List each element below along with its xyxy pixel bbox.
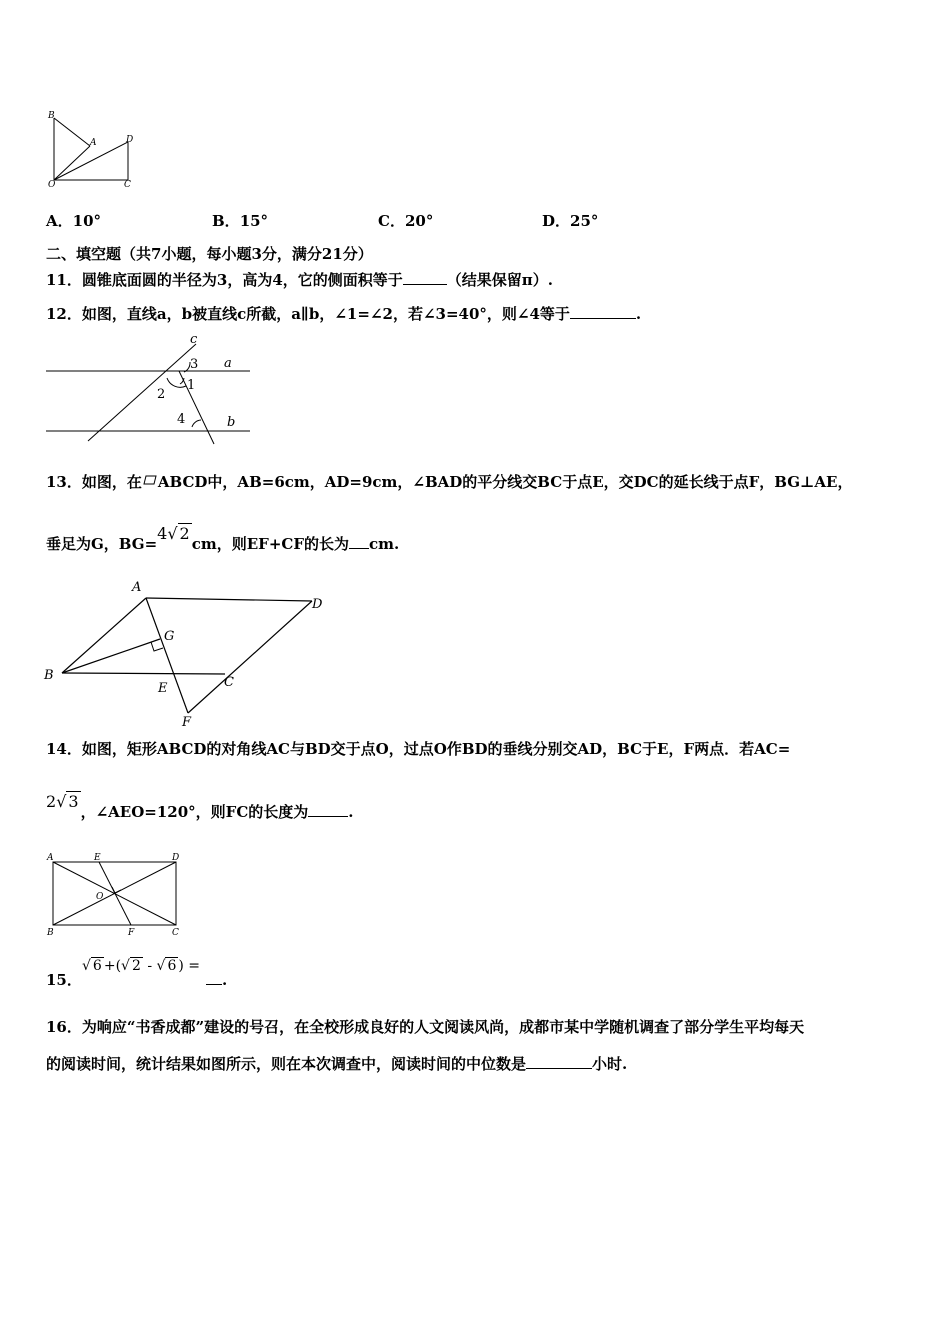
fig12-label-c: c: [190, 332, 198, 347]
fig12-label-4: 4: [177, 412, 186, 427]
fig13-label-a: A: [132, 580, 142, 595]
question-15-answer: .: [206, 970, 227, 990]
fig13-label-b: B: [44, 668, 54, 683]
fig10-label-b: B: [48, 111, 55, 121]
question-14: 14．如图，矩形ABCD的对角线AC与BD交于点O，过点O作BD的垂线分别交AD，BC于E，F两点．若AC=: [46, 740, 791, 758]
fig13-label-g: G: [164, 629, 175, 644]
q10-option-d: D．25°: [542, 212, 599, 230]
question-13: 13．如图，在 ABCD中，AB=6cm，AD=9cm，∠BAD的平分线交BC于点E，交DC的延长线于点F，BG⊥AE，: [46, 473, 853, 491]
answer-blank[interactable]: [526, 1054, 592, 1069]
fig12-label-1: 1: [187, 378, 196, 393]
fig10-label-c: C: [124, 180, 131, 190]
fig14-label-f: F: [128, 928, 135, 938]
fig13-label-d: D: [312, 597, 323, 612]
question-11: 11．圆锥底面圆的半径为3，高为4，它的侧面积等于 （结果保留π）.: [46, 271, 553, 289]
fig10-label-o: O: [48, 180, 56, 190]
fig12-label-2: 2: [157, 387, 166, 402]
q12-figure: [44, 332, 254, 444]
answer-blank[interactable]: [349, 534, 369, 549]
fig14-label-o: O: [96, 892, 104, 902]
q13-figure: [40, 576, 340, 730]
answer-blank[interactable]: [570, 304, 636, 319]
fig14-label-d: D: [172, 853, 180, 863]
q10-figure: [40, 108, 140, 190]
fig13-label-c: C: [224, 675, 234, 690]
fig12-label-3: 3: [190, 357, 199, 372]
question-12: 12．如图，直线a，b被直线c所截，a∥b，∠1=∠2，若∠3=40°，则∠4等于 .: [46, 305, 642, 323]
q10-option-c: C．20°: [378, 212, 434, 230]
question-15-expression: √ 6 +(√ 2 - √ 6 ) =: [82, 958, 201, 974]
parallelogram-icon: [143, 475, 157, 485]
bg-value: 4√ 2: [157, 524, 190, 543]
answer-blank[interactable]: [403, 270, 447, 285]
fig14-label-e: E: [94, 853, 101, 863]
answer-blank[interactable]: [308, 802, 348, 817]
question-16-line2: 的阅读时间，统计结果如图所示，则在本次调查中，阅读时间的中位数是 小时.: [46, 1055, 628, 1073]
fig13-label-e: E: [158, 681, 168, 696]
fig13-label-f: F: [182, 715, 192, 730]
q14-figure: [44, 848, 194, 940]
fig10-label-d: D: [126, 135, 134, 145]
question-13-line2: 垂足为G，BG=4√ 2cm，则EF+CF的长为 cm.: [46, 524, 400, 553]
question-15-number: 15．: [46, 971, 82, 989]
question-16: 16．为响应“书香成都”建设的号召，在全校形成良好的人文阅读风尚，成都市某中学随机调查了部分学生平均每天: [46, 1018, 805, 1036]
fig14-label-b: B: [47, 928, 54, 938]
fig12-label-a: a: [224, 356, 232, 371]
fig12-label-b: b: [227, 415, 236, 430]
section-heading: 二、填空题（共7小题，每小题3分，满分21分）: [46, 245, 373, 263]
fig14-label-c: C: [172, 928, 179, 938]
q10-option-a: A．10°: [46, 212, 102, 230]
answer-blank[interactable]: [206, 970, 222, 985]
fig10-label-a: A: [90, 138, 97, 148]
ac-value: 2√ 3: [46, 792, 79, 811]
question-14-line2: 2√ 3，∠AEO=120°，则FC的长度为 .: [46, 792, 354, 821]
fig14-label-a: A: [47, 853, 54, 863]
q10-option-b: B．15°: [212, 212, 269, 230]
